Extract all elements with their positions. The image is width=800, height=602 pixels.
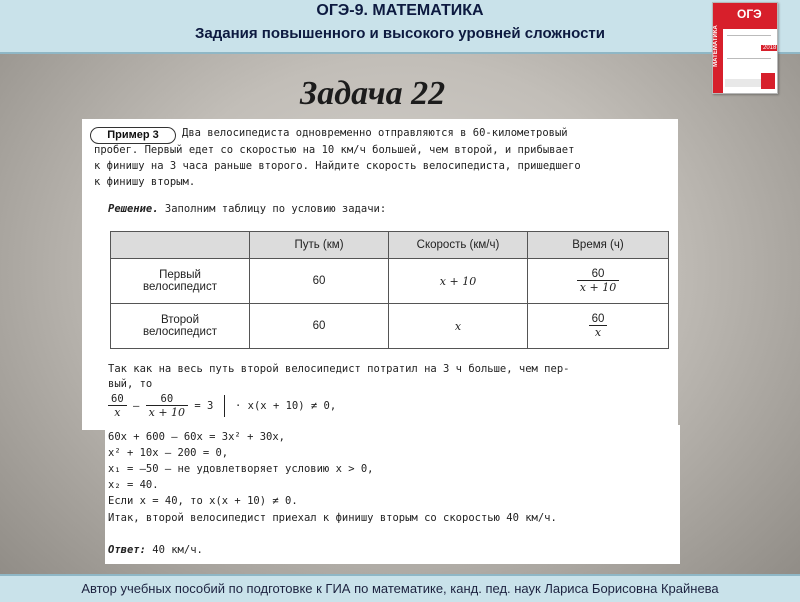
table-header-cell: Путь (км) bbox=[250, 232, 389, 259]
slide-title: Задача 22 bbox=[300, 75, 446, 112]
fraction-numerator: 60 bbox=[146, 393, 188, 406]
row-label-line: Первый bbox=[159, 269, 201, 281]
problem-text-line-3: к финишу на 3 часа раньше второго. Найдите скорость велосипедиста, пришедшего bbox=[94, 160, 581, 172]
solution-step: Итак, второй велосипедист приехал к финишу вторым со скоростью 40 км/ч. bbox=[108, 512, 557, 524]
table-cell-time bbox=[528, 304, 669, 349]
solution-step: x² + 10x – 200 = 0, bbox=[108, 447, 229, 459]
time-fraction bbox=[577, 268, 619, 294]
time-denominator: x bbox=[594, 326, 602, 339]
problem-text-line-1: Два велосипедиста одновременно отправляются в 60-километровый bbox=[182, 127, 568, 139]
solution-intro bbox=[108, 203, 386, 215]
solution-step: x₁ = –50 – не удовлетворяет условию x > 0, bbox=[108, 463, 374, 475]
header-bar bbox=[0, 0, 800, 54]
row-label-line: велосипедист bbox=[143, 326, 217, 338]
header-title: ОГЭ-9. МАТЕМАТИКА bbox=[316, 2, 484, 19]
time-fraction bbox=[589, 313, 608, 339]
table-header-cell: Время (ч) bbox=[528, 232, 669, 259]
table-cell-speed: x + 10 bbox=[389, 259, 528, 304]
book-spine bbox=[713, 3, 723, 93]
header-subtitle: Задания повышенного и высокого уровней сложности bbox=[194, 25, 606, 42]
fraction-denominator: x + 10 bbox=[148, 406, 186, 419]
book-spine-text: МАТЕМАТИКА bbox=[712, 25, 719, 67]
footer-bar bbox=[0, 574, 800, 602]
table-row bbox=[111, 304, 669, 349]
solution-step: x₂ = 40. bbox=[108, 479, 159, 491]
table-cell-time bbox=[528, 259, 669, 304]
book-logo: ОГЭ bbox=[737, 7, 762, 21]
solution-label: Решение. bbox=[108, 203, 159, 215]
book-year: 2018 bbox=[763, 45, 777, 51]
fraction-numerator: 60 bbox=[108, 393, 127, 406]
equation-rhs: = 3 bbox=[194, 400, 214, 412]
equation-fraction-2 bbox=[146, 393, 188, 419]
solution-text: Заполним таблицу по условию задачи: bbox=[164, 203, 387, 215]
table-row bbox=[111, 259, 669, 304]
table-cell-distance: 60 bbox=[250, 259, 389, 304]
answer-value: 40 км/ч. bbox=[152, 544, 203, 556]
row-label-line: велосипедист bbox=[143, 281, 217, 293]
example-badge: Пример 3 bbox=[90, 127, 176, 144]
table-header-row bbox=[111, 232, 669, 259]
problem-text-line-4: к финишу вторым. bbox=[94, 176, 196, 188]
time-numerator: 60 bbox=[589, 313, 608, 326]
equation-multiplier: · x(x + 10) ≠ 0, bbox=[235, 400, 337, 412]
table-cell-distance: 60 bbox=[250, 304, 389, 349]
equation-minus: – bbox=[132, 400, 140, 412]
table-header-cell: Скорость (км/ч) bbox=[389, 232, 528, 259]
problem-text-line-2: пробег. Первый едет со скоростью на 10 км/ч большей, чем второй, и прибывает bbox=[94, 144, 575, 156]
table-row-label bbox=[111, 259, 250, 304]
reasoning-line-2: вый, то bbox=[108, 378, 153, 390]
main-equation bbox=[108, 393, 336, 419]
time-denominator: x + 10 bbox=[579, 281, 617, 294]
time-numerator: 60 bbox=[577, 268, 619, 281]
table-row-label bbox=[111, 304, 250, 349]
fraction-denominator: x bbox=[114, 406, 121, 419]
data-table bbox=[110, 231, 669, 349]
row-label-line: Второй bbox=[160, 314, 200, 326]
answer-label: Ответ: bbox=[108, 544, 146, 556]
table-cell-speed: x bbox=[389, 304, 528, 349]
solution-step: 60x + 600 – 60x = 3x² + 30x, bbox=[108, 431, 286, 443]
solution-step: Если x = 40, то x(x + 10) ≠ 0. bbox=[108, 495, 298, 507]
equation-fraction-1 bbox=[108, 393, 127, 419]
book-badge bbox=[761, 73, 775, 89]
book-cover-image bbox=[712, 2, 778, 94]
answer-line bbox=[108, 544, 203, 556]
footer-text: Автор учебных пособий по подготовке к ГИА по математике, канд. пед. наук Лариса Борисовна Крайнева bbox=[81, 581, 719, 596]
equation-bar bbox=[224, 395, 225, 417]
table-header-cell bbox=[111, 232, 250, 259]
reasoning-line-1: Так как на весь путь второй велосипедист потратил на 3 ч больше, чем пер- bbox=[108, 363, 570, 375]
